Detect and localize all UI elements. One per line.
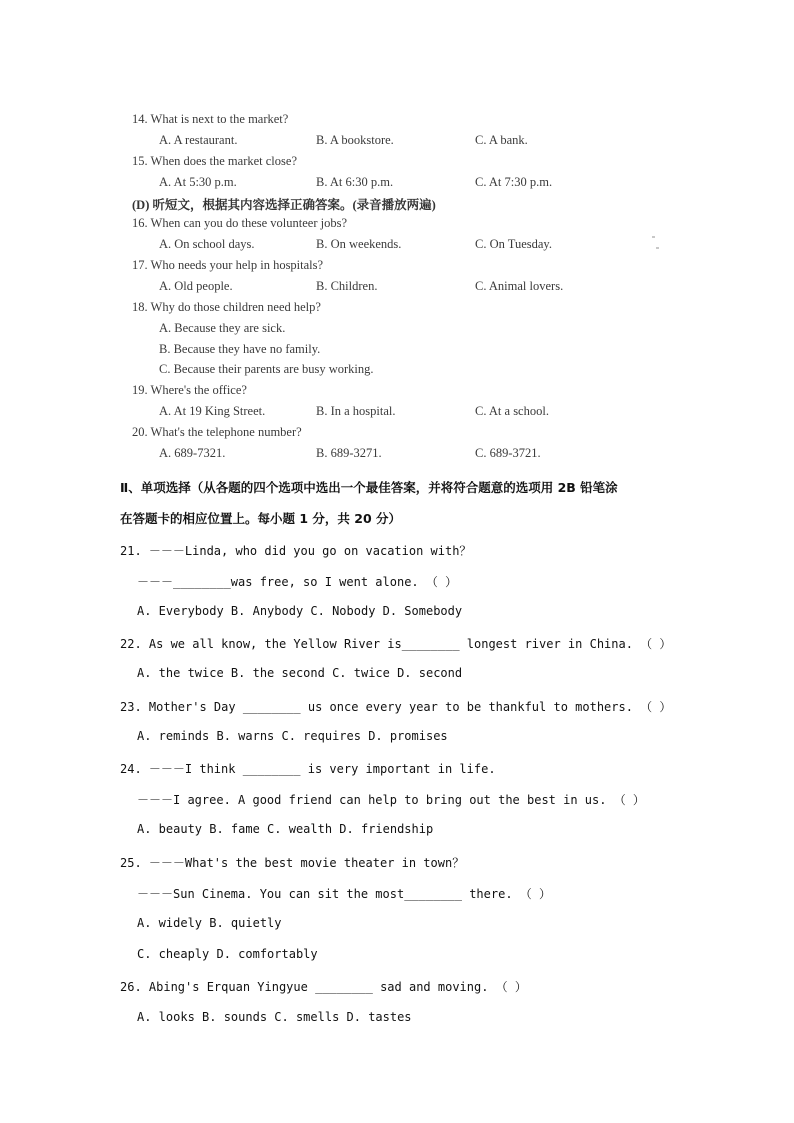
- question-26: 26. Abing's Erquan Yingyue ________ sad and moving. （ ）: [120, 980, 527, 994]
- section-heading-cont: 在答题卡的相应位置上。每小题 1 分，共 20 分）: [120, 511, 402, 526]
- option-20b: B. 689-3271.: [316, 446, 382, 460]
- question-15: 15. When does the market close?: [132, 154, 297, 168]
- question-19: 19. Where's the office?: [132, 383, 247, 397]
- question-25: 25. －－－What's the best movie theater in town？: [120, 856, 465, 870]
- question-21-response: －－－________was free, so I went alone. （ ）: [137, 575, 458, 589]
- option-16b: B. On weekends.: [316, 237, 402, 251]
- question-24-response: －－－I agree. A good friend can help to bring out the best in us. （ ）: [137, 793, 645, 807]
- section-heading: Ⅱ、单项选择（从各题的四个选项中选出一个最佳答案，并将符合题意的选项用 2B 铅笔涂: [120, 480, 618, 495]
- section-d-instruction: (D) 听短文，根据其内容选择正确答案。(录音播放两遍): [132, 198, 436, 212]
- question-25-options-1: A. widely B. quietly: [137, 916, 282, 930]
- option-14c: C. A bank.: [475, 133, 528, 147]
- question-26-options: A. looks B. sounds C. smells D. tastes: [137, 1010, 412, 1024]
- option-18c: C. Because their parents are busy working.: [159, 362, 374, 376]
- question-22-options: A. the twice B. the second C. twice D. second: [137, 666, 463, 680]
- option-18a: A. Because they are sick.: [159, 321, 286, 335]
- question-21-options: A. Everybody B. Anybody C. Nobody D. Somebody: [137, 604, 463, 618]
- option-15b: B. At 6:30 p.m.: [316, 175, 394, 189]
- option-20c: C. 689-3721.: [475, 446, 541, 460]
- question-14: 14. What is next to the market?: [132, 112, 289, 126]
- option-14b: B. A bookstore.: [316, 133, 394, 147]
- question-20: 20. What's the telephone number?: [132, 425, 302, 439]
- scan-speck: [656, 247, 659, 249]
- question-24: 24. －－－I think ________ is very important in life.: [120, 762, 496, 776]
- question-25-response: －－－Sun Cinema. You can sit the most________ there. （ ）: [137, 887, 552, 901]
- question-25-options-2: C. cheaply D. comfortably: [137, 947, 318, 961]
- option-19a: A. At 19 King Street.: [159, 404, 266, 418]
- option-19b: B. In a hospital.: [316, 404, 396, 418]
- option-14a: A. A restaurant.: [159, 133, 238, 147]
- option-17b: B. Children.: [316, 279, 378, 293]
- question-18: 18. Why do those children need help?: [132, 300, 321, 314]
- question-21: 21. －－－Linda, who did you go on vacation with？: [120, 544, 472, 558]
- option-20a: A. 689-7321.: [159, 446, 226, 460]
- option-19c: C. At a school.: [475, 404, 549, 418]
- question-23-options: A. reminds B. warns C. requires D. promises: [137, 729, 448, 743]
- scan-speck: [652, 236, 655, 238]
- option-15a: A. At 5:30 p.m.: [159, 175, 237, 189]
- option-16c: C. On Tuesday.: [475, 237, 552, 251]
- question-24-options: A. beauty B. fame C. wealth D. friendship: [137, 822, 434, 836]
- option-18b: B. Because they have no family.: [159, 342, 321, 356]
- question-17: 17. Who needs your help in hospitals?: [132, 258, 324, 272]
- question-23: 23. Mother's Day ________ us once every year to be thankful to mothers. （ ）: [120, 700, 672, 714]
- question-16: 16. When can you do these volunteer jobs?: [132, 216, 347, 230]
- option-16a: A. On school days.: [159, 237, 255, 251]
- option-17a: A. Old people.: [159, 279, 233, 293]
- option-15c: C. At 7:30 p.m.: [475, 175, 553, 189]
- question-22: 22. As we all know, the Yellow River is________ longest river in China. （ ）: [120, 637, 672, 651]
- option-17c: C. Animal lovers.: [475, 279, 564, 293]
